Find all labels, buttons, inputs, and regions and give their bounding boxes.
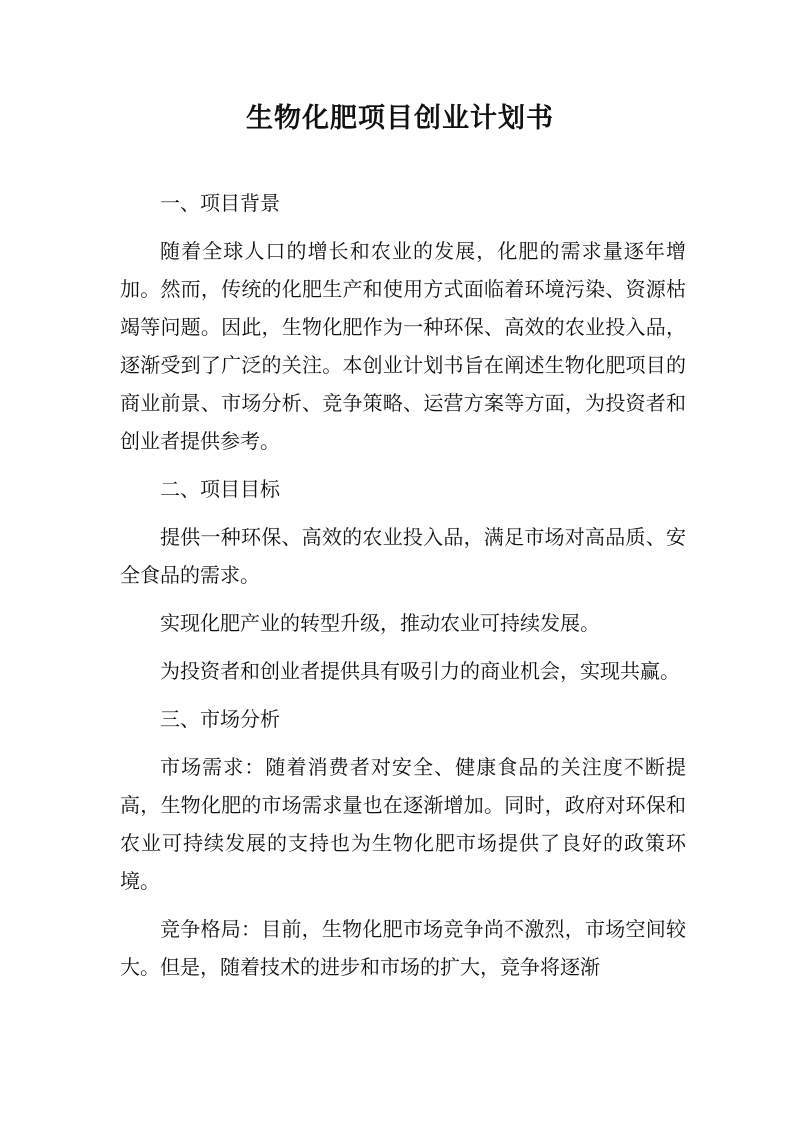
paragraph-background-1: 随着全球人口的增长和农业的发展，化肥的需求量逐年增加。然而，传统的化肥生产和使用方式面临着环境污染、资源枯竭等问题。因此，生物化肥作为一种环保、高效的农业投入品，逐渐受到了广泛的关注。本创业计划书旨在阐述生物化肥项目的商业前景、市场分析、竞争策略、运营方案等方面，为投资者和创业者提供参考。: [120, 239, 686, 453]
section-heading-background: 一、项目背景: [160, 191, 280, 215]
section-heading-market: 三、市场分析: [160, 707, 280, 731]
document-title: 生物化肥项目创业计划书: [246, 103, 554, 134]
paragraph-goals-2: 实现化肥产业的转型升级，推动农业可持续发展。: [160, 611, 600, 635]
paragraph-goals-3: 为投资者和创业者提供具有吸引力的商业机会，实现共赢。: [160, 659, 680, 683]
paragraph-market-2: 竞争格局：目前，生物化肥市场竞争尚不激烈，市场空间较大。但是，随着技术的进步和市场的扩大，竞争将逐渐: [120, 917, 686, 979]
paragraph-market-1: 市场需求：随着消费者对安全、健康食品的关注度不断提高，生物化肥的市场需求量也在逐渐增加。同时，政府对环保和农业可持续发展的支持也为生物化肥市场提供了良好的政策环境。: [120, 755, 686, 893]
paragraph-goals-1: 提供一种环保、高效的农业投入品，满足市场对高品质、安全食品的需求。: [120, 525, 686, 587]
document-body: [120, 184, 686, 986]
section-heading-goals: 二、项目目标: [160, 477, 280, 501]
